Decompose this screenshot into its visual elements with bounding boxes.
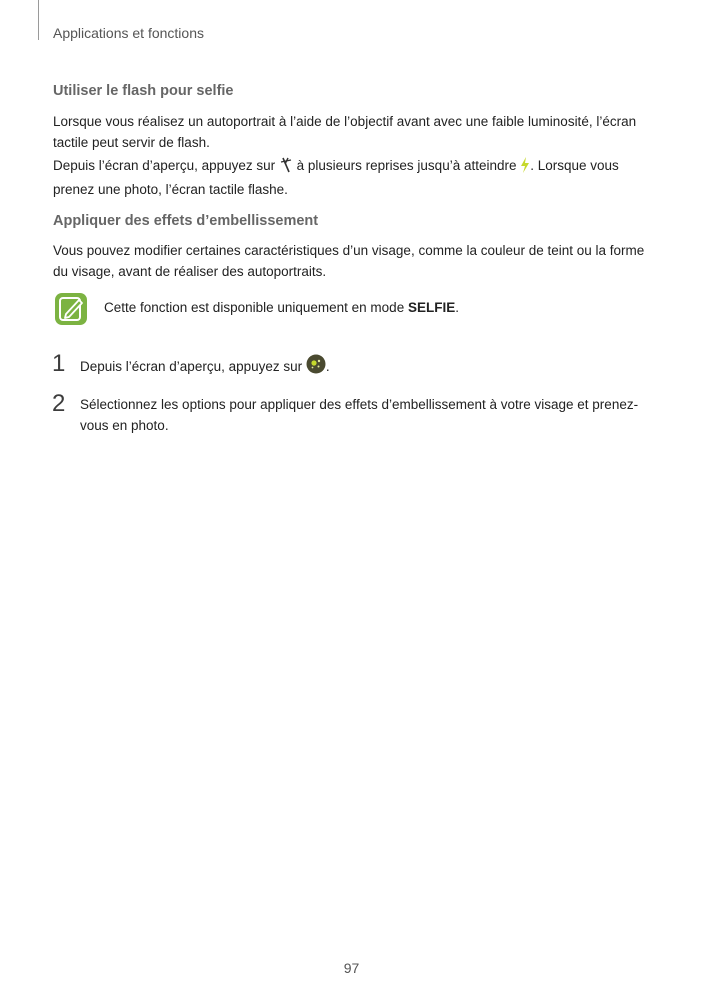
note-text bbox=[104, 300, 459, 315]
step-1-end: . bbox=[325, 359, 330, 374]
step-number-2: 2 bbox=[52, 390, 66, 417]
header-rule bbox=[38, 0, 39, 40]
flash-on-icon bbox=[520, 157, 530, 179]
flash-text-2: à plusieurs reprises jusqu’à atteindre bbox=[292, 158, 521, 173]
paragraph-flash-instructions bbox=[53, 155, 653, 200]
note-pen-icon bbox=[54, 292, 88, 326]
section-heading-beauty: Appliquer des effets d’embellissement bbox=[53, 213, 319, 229]
page-number: 97 bbox=[343, 960, 360, 976]
paragraph-flash-intro: Lorsque vous réalisez un autoportrait à l’aide de l’objectif avant avec une faible luminosité, l’écran tactile peut servir de flash. bbox=[53, 114, 637, 150]
page-header: Applications et fonctions bbox=[53, 25, 204, 41]
beauty-icon bbox=[306, 354, 326, 380]
note-mode-name: SELFIE bbox=[407, 300, 456, 315]
step-number-1: 1 bbox=[52, 350, 66, 377]
section-heading-flash: Utiliser le flash pour selfie bbox=[53, 83, 234, 99]
flash-text-3: . Lorsque vous prenez une photo, l’écran tactile flashe. bbox=[53, 158, 619, 197]
flash-off-icon bbox=[279, 157, 293, 179]
flash-text-1: Depuis l’écran d’aperçu, appuyez sur bbox=[53, 158, 279, 173]
step-text-2: Sélectionnez les options pour appliquer des effets d’embellissement à votre visage et prenez-vous en photo. bbox=[80, 397, 639, 433]
paragraph-beauty-intro: Vous pouvez modifier certaines caractéristiques d’un visage, comme la couleur de teint ou la forme du visage, avant de réaliser des autoportraits. bbox=[53, 243, 645, 279]
note-text-main: Cette fonction est disponible uniquement en mode bbox=[104, 300, 408, 315]
step-text-1 bbox=[80, 354, 640, 380]
step-1-text: Depuis l’écran d’aperçu, appuyez sur bbox=[80, 359, 306, 374]
note-text-end: . bbox=[455, 300, 459, 315]
